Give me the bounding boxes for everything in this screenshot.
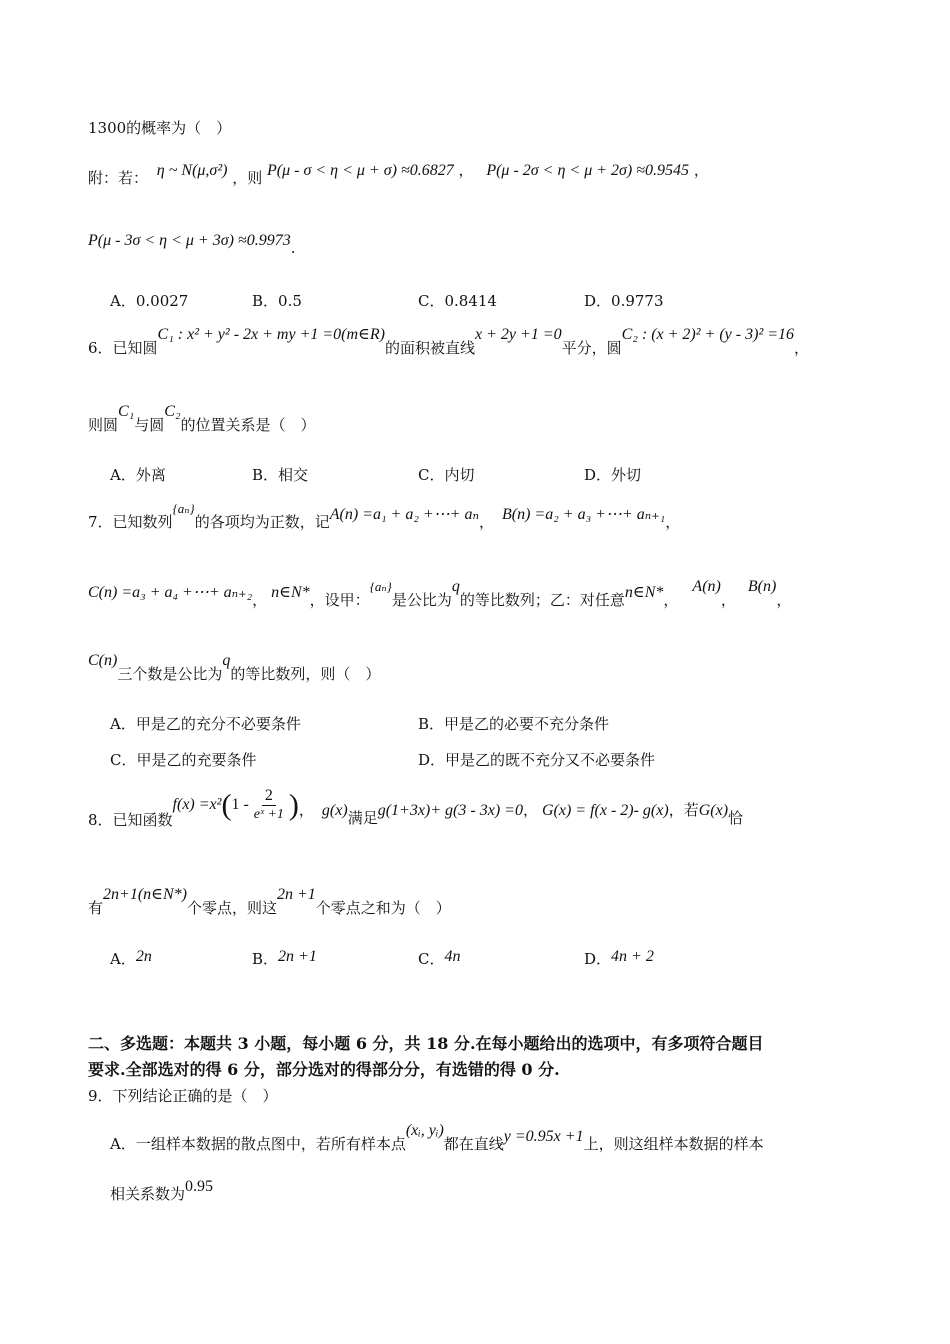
q8-option-c-label: C． (418, 950, 445, 968)
q8-g: g(x) (321, 802, 348, 819)
q6-line2-a: 则圆 (88, 416, 119, 434)
q8-line2-b: 个零点，则这 (186, 899, 277, 917)
q9-a-value: 0.95 (185, 1178, 214, 1195)
q9-option-a-line1 (110, 1122, 764, 1155)
q7-nN: n∈N* (271, 584, 310, 601)
q8-option-d-label: D． (584, 950, 612, 968)
q5-prob-1sigma: P(μ - σ < η < μ + σ) ≈0.6827 (267, 162, 454, 179)
q7-seq2: {aₙ} (369, 579, 392, 594)
q8-mid2: 恰 (728, 809, 744, 827)
q7-mid3: 是公比为 (391, 591, 452, 609)
q8-f-left: f(x) =x² (172, 796, 222, 813)
section2-heading-line1: 二、多选题：本题共 3 小题，每小题 6 分，共 18 分.在每小题给出的选项中，有多项符合题目 (88, 1034, 764, 1053)
q8-zero-count: 2n+1(n∈N*) (103, 886, 187, 903)
q8-frac-num: 2 (262, 787, 276, 806)
q9-a-line: y =0.95x +1 (503, 1128, 584, 1145)
q5-comma1: ， (458, 161, 474, 179)
q8-option-a (110, 948, 152, 969)
q8-G-def: G(x) = f(x - 2)- g(x) (541, 802, 669, 819)
q7-q: q (451, 578, 460, 595)
q6-line2-b: 与圆 (134, 416, 165, 434)
q6-option-d: D．外切 (584, 466, 642, 484)
q7-comma3: ， (252, 591, 268, 609)
q9-a-line2: 相关系数为 (110, 1185, 186, 1203)
q6-line: x + 2y +1 =0 (475, 326, 562, 343)
q7-nN2: n∈N* (624, 584, 664, 601)
q8-option-b-label: B． (252, 950, 279, 968)
q7-mid1: 的各项均为正数，记 (194, 513, 330, 531)
q8-option-d (584, 948, 654, 969)
q6-circle-c1: C₁ : x² + y² - 2x + my +1 =0(m∈R) (157, 326, 386, 343)
q7-comma2: ， (665, 513, 681, 531)
q7-comma6: ， (776, 591, 792, 609)
q8-fraction (251, 787, 287, 824)
q8-stem-line2 (88, 886, 451, 919)
q6-comma: ， (794, 339, 810, 357)
q7-stem-line1 (88, 501, 681, 533)
q9-a-end: 上，则这组样本数据的样本 (583, 1135, 764, 1153)
q7-option-b: B．甲是乙的必要不充分条件 (418, 715, 610, 733)
q5-comma2: ， (693, 161, 709, 179)
q7-stem-line3 (88, 652, 381, 685)
q9-a-mid: 都在直线 (443, 1135, 504, 1153)
q8-option-c-value: 4n (444, 948, 461, 965)
q8-Gx: G(x) (698, 802, 729, 819)
q8-option-d-value: 4n + 2 (611, 948, 654, 965)
q5-option-d: D．0.9773 (584, 292, 664, 310)
q8-frac-den: eˣ +1 (253, 806, 284, 822)
q8-g-eq: g(1+3x)+ g(3 - 3x) =0 (377, 802, 523, 819)
q6-circle-c2: C₂ : (x + 2)² + (y - 3)² =16 (621, 326, 795, 343)
q7-option-c: C．甲是乙的充要条件 (110, 751, 257, 769)
q6-c2-label: C₂ (164, 403, 181, 420)
q6-mid1: 的面积被直线 (385, 339, 476, 357)
q8-option-a-value: 2n (135, 948, 152, 965)
q5-option-c: C．0.8414 (418, 292, 497, 310)
q6-c1-label: C₁ (118, 403, 135, 420)
q6-option-a: A．外离 (110, 466, 166, 484)
q5-option-b: B．0.5 (252, 292, 302, 310)
q7-option-a: A．甲是乙的充分不必要条件 (110, 715, 301, 733)
q5-stem-end: 1300的概率为（ ） (88, 119, 232, 137)
q5-normal-condition: η ~ N(μ,σ²) (156, 162, 228, 179)
q6-prefix: 6．已知圆 (88, 339, 158, 357)
q5-appendix-prefix: 附：若： (88, 169, 149, 187)
q8-option-b (252, 948, 317, 969)
q8-mid1: 满足 (347, 809, 378, 827)
q9-option-a-line2 (110, 1178, 214, 1205)
q7-C-def: C(n) =a₃ + a₄ +⋯+ aₙ₊₂ (88, 584, 253, 601)
q6-line2-c: 的位置关系是（ ） (180, 416, 316, 434)
q8-option-c (418, 948, 460, 969)
q7-Cn: C(n) (88, 652, 118, 669)
q7-An: A(n) (692, 578, 721, 595)
q8-zero-count2: 2n +1 (277, 886, 316, 903)
q6-mid2: 平分，圆 (561, 339, 622, 357)
q5-prob-3sigma-line (88, 230, 296, 257)
q8-prefix: 8．已知函数 (88, 811, 173, 829)
q6-option-c: C．内切 (418, 466, 475, 484)
q8-f-def: f(x) =x²(1 - $\frac{2}{\text{eˣ +1}}$ ) (172, 786, 299, 822)
q8-stem-line1 (88, 786, 744, 840)
q8-comma1: ， (298, 801, 314, 819)
q9-stem: 9．下列结论正确的是（ ） (88, 1087, 278, 1105)
q8-option-b-value: 2n +1 (278, 948, 317, 965)
q9-a-prefix: A．一组样本数据的散点图中，若所有样本点 (110, 1135, 406, 1153)
q5-appendix-line (88, 160, 709, 187)
q7-B-def: B(n) =a₂ + a₃ +⋯+ aₙ₊₁ (501, 506, 666, 523)
q7-option-d: D．甲是乙的既不充分又不必要条件 (418, 751, 656, 769)
q5-option-a: A．0.0027 (110, 292, 189, 310)
q5-prob-2sigma: P(μ - 2σ < η < μ + 2σ) ≈0.9545 (486, 162, 690, 179)
q8-line2-a: 有 (88, 899, 104, 917)
q7-q2: q (222, 652, 231, 669)
q7-mid5: 三个数是公比为 (117, 665, 223, 683)
q6-stem-line2 (88, 403, 316, 436)
q7-mid2: ，设甲： (309, 591, 370, 609)
q7-prefix: 7．已知数列 (88, 513, 173, 531)
q7-mid4: 的等比数列；乙：对任意 (459, 591, 625, 609)
q7-Bn: B(n) (747, 578, 777, 595)
q6-option-b: B．相交 (252, 466, 309, 484)
q8-option-a-label: A． (110, 950, 136, 968)
q7-stem-line2 (88, 578, 792, 611)
section2-heading-line2: 要求.全部选对的得 6 分，部分选对的得部分分，有选错的得 0 分. (88, 1060, 560, 1079)
q9-a-point: (xᵢ, yᵢ) (405, 1122, 444, 1139)
q5-prob-3sigma: P(μ - 3σ < η < μ + 3σ) ≈0.9973 (88, 232, 291, 249)
q8-f-one: 1 - (231, 796, 249, 813)
q7-seq: {aₙ} (172, 501, 195, 516)
q5-then: ，则 (232, 169, 263, 187)
q8-comma3: ，若 (668, 801, 699, 819)
q5-period: . (290, 239, 296, 257)
q7-end: 的等比数列，则（ ） (230, 665, 381, 683)
q7-A-def: A(n) =a₁ + a₂ +⋯+ aₙ (329, 506, 479, 523)
q7-comma1: ， (478, 513, 494, 531)
q8-line2-c: 个零点之和为（ ） (315, 899, 451, 917)
q7-comma5: ， (720, 591, 736, 609)
q8-comma2: ， (522, 801, 538, 819)
q7-comma4: ， (663, 591, 679, 609)
q6-stem-line1 (88, 326, 810, 359)
